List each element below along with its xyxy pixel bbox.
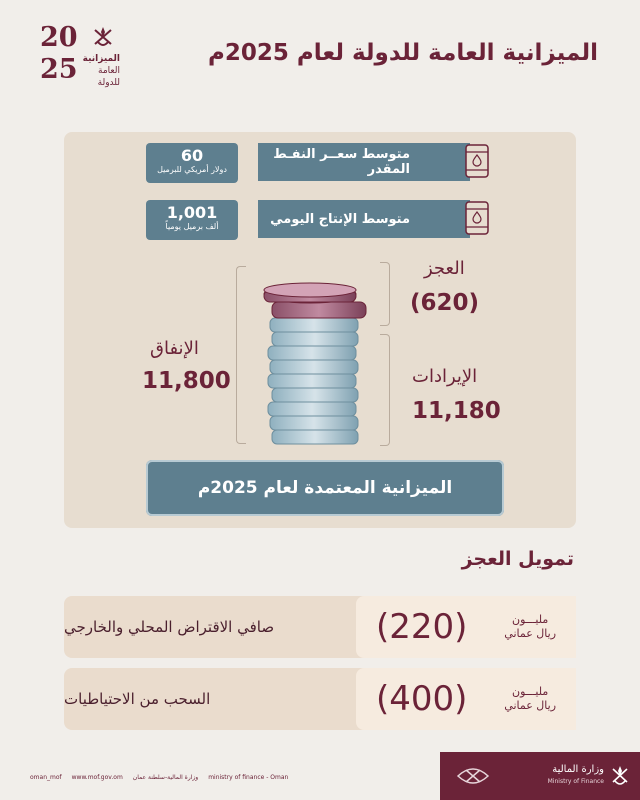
unit-million: مليـــون <box>511 685 549 698</box>
revenue-label: الإيرادات <box>412 366 478 387</box>
logo-year-top: 20 <box>40 22 78 53</box>
unit-omani-rial: ريال عماني <box>504 627 556 640</box>
ministry-mark-icon <box>454 760 492 792</box>
financing-desc: صافي الاقتراض المحلي والخارجي <box>64 618 275 636</box>
deficit-bracket <box>380 262 390 326</box>
logo-text-line2: العامة <box>98 66 120 76</box>
financing-amount: (220) <box>376 607 468 647</box>
social-links <box>30 774 288 781</box>
oil-barrel-icon <box>462 199 492 237</box>
budget-2025-logo <box>40 22 120 92</box>
approved-budget-banner: الميزانية المعتمدة لعام 2025م <box>146 460 504 516</box>
logo-text-line3: للدولة <box>97 78 120 88</box>
oil-price-label: متوسط سعــر النفـط المقدر <box>258 143 470 181</box>
social-handle-link[interactable]: oman_mof <box>30 774 62 781</box>
linkedin-link[interactable]: ministry of finance - Oman <box>208 774 289 781</box>
spending-bracket <box>236 266 246 444</box>
financing-row-reserves <box>64 668 576 730</box>
financing-row-borrowing <box>64 596 576 658</box>
financing-amount-box <box>356 596 576 658</box>
deficit-financing-title: تمويل العجز <box>461 548 574 570</box>
financing-unit <box>504 685 556 713</box>
oman-crest-icon <box>610 764 630 788</box>
spending-label: الإنفاق <box>150 338 199 359</box>
footer <box>0 752 640 800</box>
oil-price-unit: دولار أمريكي للبرميل <box>157 165 227 174</box>
youtube-link[interactable]: وزارة المالية-سلطنة عمان <box>132 774 199 781</box>
deficit-label: العجز <box>424 258 465 279</box>
daily-production-value-box <box>146 200 238 240</box>
oil-price-value-box <box>146 143 238 183</box>
page-title: الميزانية العامة للدولة لعام 2025م <box>207 40 598 66</box>
oman-emblem-icon <box>90 24 116 50</box>
financing-amount-box <box>356 668 576 730</box>
daily-production-value: 1,001 <box>166 203 218 222</box>
deficit-value: (620) <box>410 290 480 316</box>
unit-million: مليـــون <box>511 613 549 626</box>
daily-production-unit: ألف برميل يومياً <box>165 222 219 231</box>
logo-text-line1: الميزانية <box>82 54 120 64</box>
oil-price-value: 60 <box>180 146 204 165</box>
website-link[interactable]: www.mof.gov.om <box>71 774 123 781</box>
oil-barrel-icon <box>462 142 492 180</box>
ministry-name-ar: وزارة المالية <box>552 764 604 775</box>
ministry-brand-bar <box>440 752 640 800</box>
financing-desc: السحب من الاحتياطيات <box>64 690 211 708</box>
ministry-name-en: Ministry of Finance <box>547 778 604 785</box>
financing-unit <box>504 613 556 641</box>
spending-value: 11,800 <box>142 368 231 394</box>
revenue-bracket <box>380 334 390 446</box>
coin-stack-icon <box>258 282 370 448</box>
financing-amount: (400) <box>376 679 468 719</box>
daily-production-label: متوسط الإنتاج اليومي <box>258 200 470 238</box>
unit-omani-rial: ريال عماني <box>504 699 556 712</box>
revenue-value: 11,180 <box>412 398 501 424</box>
logo-year-bottom: 25 <box>40 54 78 85</box>
